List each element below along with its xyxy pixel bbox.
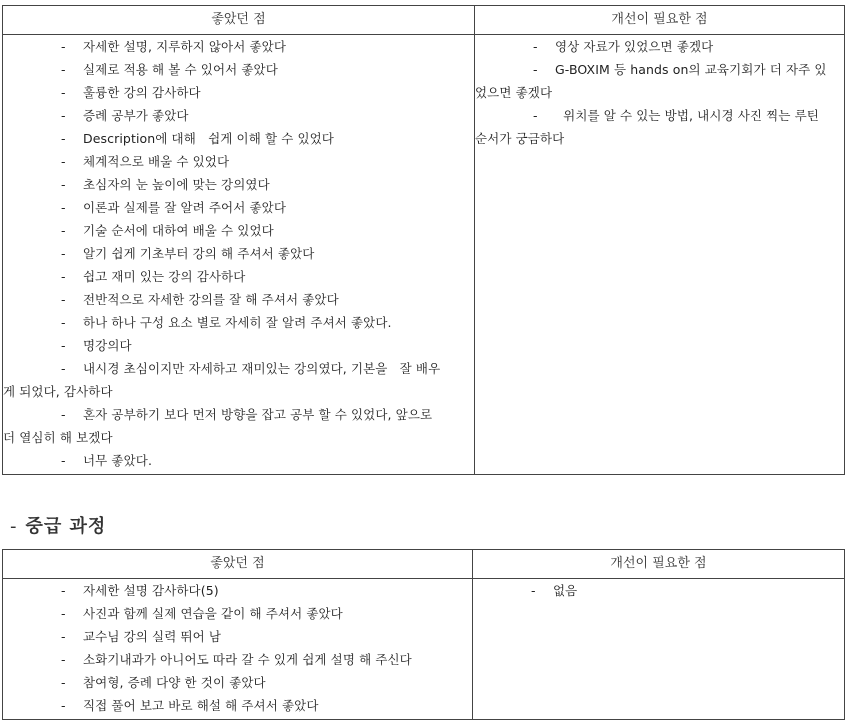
- bullet-dash: -: [61, 583, 66, 598]
- list-item: [61, 219, 468, 242]
- bullet-dash: -: [533, 62, 538, 77]
- good-column: [3, 579, 473, 720]
- bullet-dash: -: [61, 361, 66, 376]
- item-text-continued: 순서가 궁금하다: [475, 131, 565, 146]
- item-text: 자세한 설명, 지루하지 않아서 좋았다: [83, 39, 286, 54]
- bullet-dash: -: [531, 583, 536, 598]
- item-text: 기술 순서에 대하여 배울 수 있었다: [83, 223, 274, 238]
- item-text: Description에 대해 쉽게 이해 할 수 있었다: [83, 131, 334, 146]
- heading-dash: -: [10, 516, 18, 537]
- improve-list: [473, 579, 844, 604]
- list-item: [475, 58, 838, 104]
- header-improve: 개선이 필요한 점: [475, 6, 845, 35]
- improve-column: [475, 35, 845, 475]
- bullet-dash: -: [61, 338, 66, 353]
- good-list: [3, 35, 474, 474]
- list-item: [61, 579, 466, 602]
- bullet-dash: -: [61, 606, 66, 621]
- bullet-dash: -: [61, 675, 66, 690]
- item-text: 전반적으로 자세한 강의를 잘 해 주셔서 좋았다: [83, 292, 339, 307]
- improve-list: [475, 35, 844, 152]
- item-text: 자세한 설명 감사하다(5): [83, 583, 219, 598]
- list-item: [3, 357, 468, 403]
- list-item: [475, 104, 838, 150]
- list-item: [61, 81, 468, 104]
- item-text: 알기 쉽게 기초부터 강의 해 주셔서 좋았다: [83, 246, 315, 261]
- table-header-row: [3, 6, 845, 35]
- list-item: [531, 579, 838, 602]
- bullet-dash: -: [61, 407, 66, 422]
- good-column: [3, 35, 475, 475]
- list-item: [61, 173, 468, 196]
- bullet-dash: -: [61, 223, 66, 238]
- heading-title: 중급 과정: [25, 516, 107, 537]
- item-text: 훌륭한 강의 감사하다: [83, 85, 201, 100]
- list-item: [61, 196, 468, 219]
- list-item: [61, 242, 468, 265]
- list-item: [61, 648, 466, 671]
- feedback-table-intermediate: [2, 549, 845, 720]
- item-text: 이론과 실제를 잘 알려 주어서 좋았다: [83, 200, 286, 215]
- bullet-dash: -: [533, 108, 538, 123]
- bullet-dash: -: [61, 698, 66, 713]
- list-item: [61, 265, 468, 288]
- item-text: 위치를 알 수 있는 방법, 내시경 사진 찍는 루틴: [555, 108, 819, 123]
- item-text: 초심자의 눈 높이에 맞는 강의였다: [83, 177, 270, 192]
- bullet-dash: -: [61, 131, 66, 146]
- list-item: [61, 150, 468, 173]
- list-item: [61, 602, 466, 625]
- header-improve: 개선이 필요한 점: [473, 550, 845, 579]
- bullet-dash: -: [61, 453, 66, 468]
- list-item: [61, 288, 468, 311]
- item-text: 없음: [553, 583, 578, 598]
- bullet-dash: -: [61, 315, 66, 330]
- item-text-continued: 게 되었다, 감사하다: [3, 384, 113, 399]
- list-item: [61, 127, 468, 150]
- item-text: G-BOXIM 등 hands on의 교육기회가 더 자주 있: [555, 62, 827, 77]
- list-item: [61, 35, 468, 58]
- list-item: [61, 334, 468, 357]
- item-text: 실제로 적용 해 볼 수 있어서 좋았다: [83, 62, 278, 77]
- bullet-dash: -: [61, 629, 66, 644]
- table-body-row: [3, 35, 845, 475]
- header-good: 좋았던 점: [3, 6, 475, 35]
- item-text: 너무 좋았다.: [83, 453, 153, 468]
- table-body-row: [3, 579, 845, 720]
- item-text: 내시경 초심이지만 자세하고 재미있는 강의였다, 기본을 잘 배우: [83, 361, 441, 376]
- bullet-dash: -: [61, 269, 66, 284]
- bullet-dash: -: [61, 200, 66, 215]
- item-text: 하나 하나 구성 요소 별로 자세히 잘 알려 주셔서 좋았다.: [83, 315, 392, 330]
- bullet-dash: -: [61, 246, 66, 261]
- list-item: [61, 671, 466, 694]
- item-text: 쉽고 재미 있는 강의 감사하다: [83, 269, 246, 284]
- item-text: 소화기내과가 아니어도 따라 갈 수 있게 쉽게 설명 해 주신다: [83, 652, 412, 667]
- list-item: [3, 403, 468, 449]
- list-item: [61, 104, 468, 127]
- item-text: 교수님 강의 실력 뛰어 남: [83, 629, 222, 644]
- section-heading: [10, 512, 106, 538]
- bullet-dash: -: [61, 108, 66, 123]
- list-item: [61, 449, 468, 472]
- bullet-dash: -: [61, 39, 66, 54]
- item-text: 혼자 공부하기 보다 먼저 방향을 잡고 공부 할 수 있었다, 앞으로: [83, 407, 433, 422]
- list-item: [61, 58, 468, 81]
- item-text-continued: 었으면 좋겠다: [475, 85, 553, 100]
- bullet-dash: -: [533, 39, 538, 54]
- item-text: 명강의다: [83, 338, 132, 353]
- list-item: [533, 35, 838, 58]
- bullet-dash: -: [61, 292, 66, 307]
- item-text: 체계적으로 배울 수 있었다: [83, 154, 230, 169]
- good-list: [3, 579, 472, 719]
- item-text: 사진과 함께 실제 연습을 같이 해 주셔서 좋았다: [83, 606, 343, 621]
- item-text: 직접 풀어 보고 바로 해설 해 주셔서 좋았다: [83, 698, 319, 713]
- table-header-row: [3, 550, 845, 579]
- bullet-dash: -: [61, 154, 66, 169]
- bullet-dash: -: [61, 177, 66, 192]
- bullet-dash: -: [61, 652, 66, 667]
- header-good: 좋았던 점: [3, 550, 473, 579]
- improve-column: [473, 579, 845, 720]
- list-item: [61, 625, 466, 648]
- list-item: [61, 311, 468, 334]
- bullet-dash: -: [61, 85, 66, 100]
- bullet-dash: -: [61, 62, 66, 77]
- item-text-continued: 더 열심히 해 보겠다: [3, 430, 113, 445]
- feedback-table-basic: [2, 5, 845, 475]
- item-text: 참여형, 증례 다양 한 것이 좋았다: [83, 675, 266, 690]
- item-text: 증례 공부가 좋았다: [83, 108, 189, 123]
- item-text: 영상 자료가 있었으면 좋겠다: [555, 39, 714, 54]
